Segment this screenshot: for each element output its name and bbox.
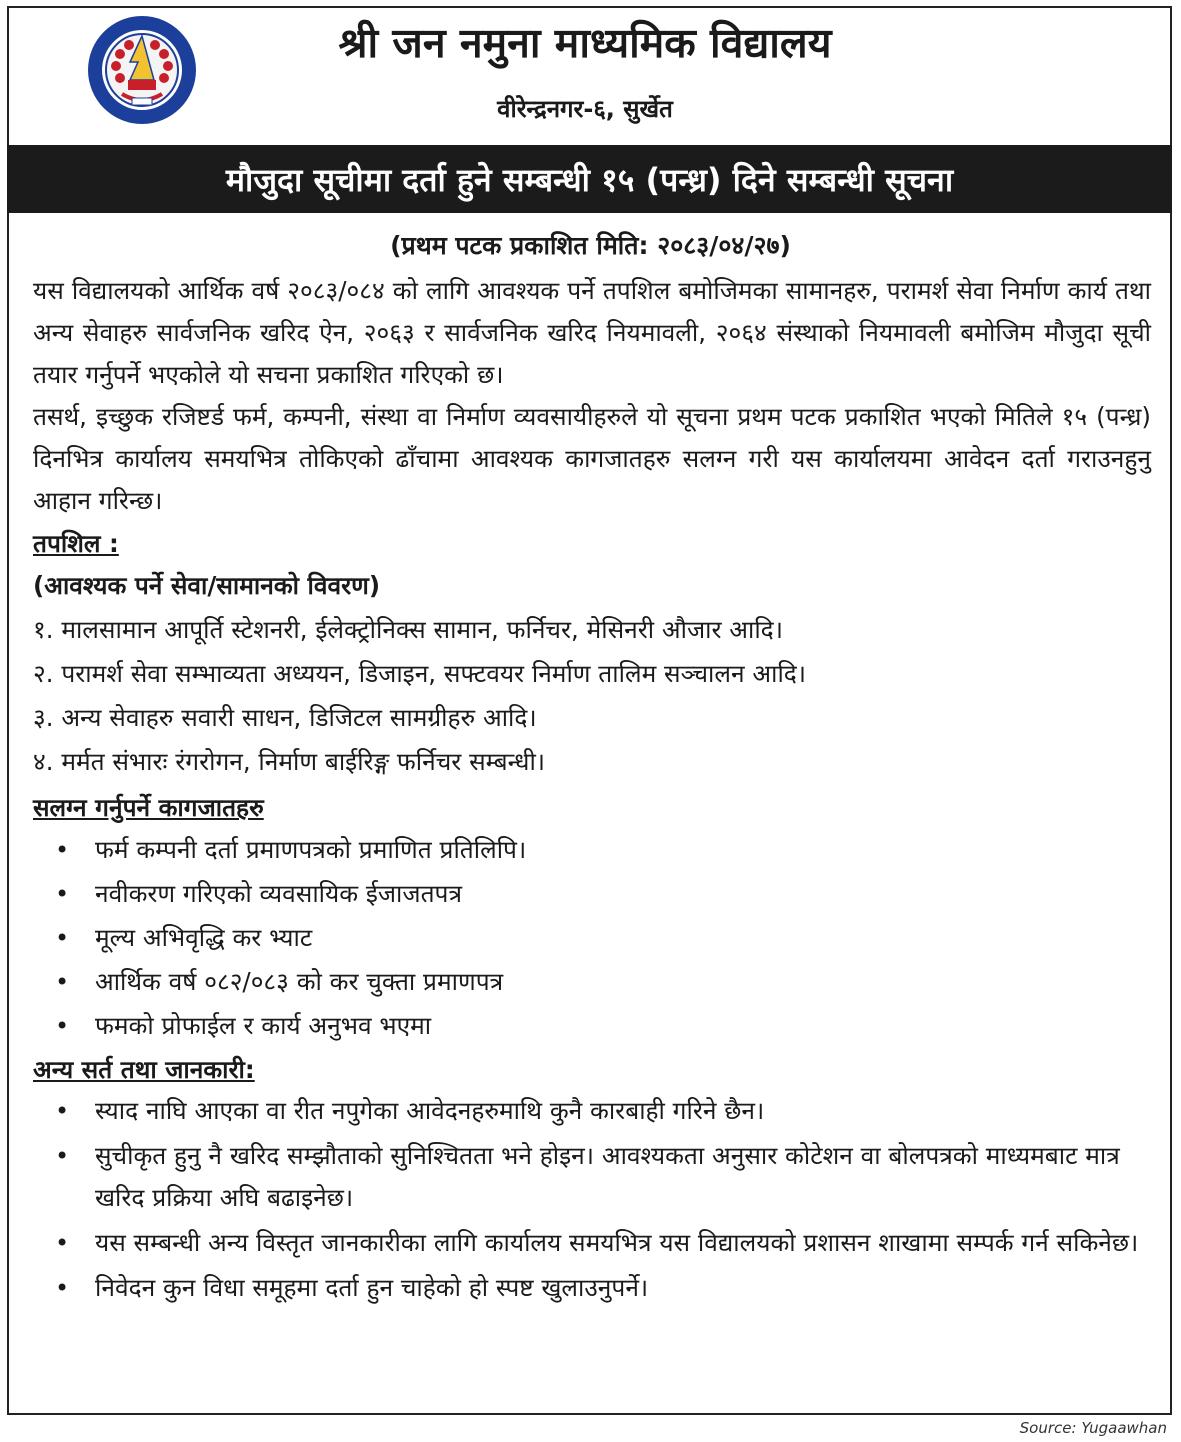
source-credit: Source: Yugaawhan (1019, 1419, 1167, 1437)
school-emblem-icon (86, 14, 198, 126)
instruction-paragraph: तसर्थ, इच्छुक रजिष्टर्ड फर्म, कम्पनी, संस्था वा निर्माण व्यवसायीहरुले यो सूचना प्रथम पटक प्रकाशित भएको मितिले १५ (पन्ध्र) दिनभित्र कार्यालय समयभित्र तोकिएको ढाँचामा आवश्यक कागजातहरु सलग्न गरी यस कार्यालयमा आवेदन दर्ता गराउनहुनु आहान गरिन्छ। (33, 402, 1151, 515)
list-item: • मूल्य अभिवृद्धि कर भ्याट (33, 916, 1151, 960)
documents-list (33, 828, 1151, 1048)
other-terms-list (33, 1090, 1151, 1309)
notice-body (33, 270, 1151, 1312)
other-terms-heading: अन्य सर्त तथा जानकारी: (33, 1055, 255, 1084)
detail-item: २. परामर्श सेवा सम्भाव्यता अध्ययन, डिजाइन, सफ्टवयर निर्माण तालिम सञ्चालन आदि। (33, 659, 807, 688)
bullet-icon: • (55, 1012, 70, 1040)
bullet-icon: • (55, 836, 70, 864)
bullet-icon: • (55, 968, 70, 996)
detail-item: ४. मर्मत संभारः रंगरोगन, निर्माण बाईरिङ्ग फर्निचर सम्बन्धी। (33, 747, 546, 776)
details-subheading: (आवश्यक पर्ने सेवा/सामानको विवरण) (33, 571, 381, 600)
bullet-icon: • (55, 1097, 70, 1125)
list-item: • नवीकरण गरिएको व्यवसायिक ईजाजतपत्र (33, 872, 1151, 916)
notice-title: मौजुदा सूचीमा दर्ता हुने सम्बन्धी १५ (पन्ध्र) दिने सम्बन्धी सूचना (225, 160, 954, 199)
intro-paragraph: यस विद्यालयको आर्थिक वर्ष २०८३/०८४ को लागि आवश्यक पर्ने तपशिल बमोजिमका सामानहरु, परामर्श सेवा निर्माण कार्य तथा अन्य सेवाहरु सार्वजनिक खरिद ऐन, २०६३ र सार्वजनिक खरिद नियमावली, २०६४ संस्थाको नियमावली बमोजिम मौजुदा सूची तयार गर्नुपर्ने भएकोले यो सचना प्रकाशित गरिएको छ। (33, 276, 1151, 389)
bullet-icon: • (55, 1229, 70, 1257)
details-heading: तपशिल : (33, 529, 119, 558)
school-address: वीरेन्द्रनगर-६, सुर्खेत (497, 95, 673, 123)
list-item: • सुचीकृत हुनु नै खरिद सम्झौताको सुनिश्चितता भने होइन। आवश्यकता अनुसार कोटेशन वा बोलपत्रको माध्यमबाट मात्र खरिद प्रक्रिया अघि बढाइनेछ। (33, 1135, 1151, 1219)
notice-title-band (7, 145, 1172, 213)
detail-item: ३. अन्य सेवाहरु सवारी साधन, डिजिटल सामग्रीहरु आदि। (33, 703, 537, 732)
bullet-icon: • (55, 880, 70, 908)
detail-item: १. मालसामान आपूर्ति स्टेशनरी, ईलेक्ट्रोनिक्स सामान, फर्निचर, मेसिनरी औजार आदि। (33, 615, 783, 644)
bullet-icon: • (55, 1274, 70, 1302)
list-item: • स्याद नाघि आएका वा रीत नपुगेका आवेदनहरुमाथि कुनै कारबाही गरिने छैन। (33, 1090, 1151, 1132)
bullet-icon: • (55, 924, 70, 952)
list-item: • फर्म कम्पनी दर्ता प्रमाणपत्रको प्रमाणित प्रतिलिपि। (33, 828, 1151, 872)
publication-date: (प्रथम पटक प्रकाशित मिति: २०८३/०४/२७) (390, 231, 791, 260)
bullet-icon: • (55, 1142, 70, 1170)
documents-heading: सलग्न गर्नुपर्ने कागजातहरु (33, 793, 264, 822)
list-item: • यस सम्बन्धी अन्य विस्तृत जानकारीका लागि कार्यालय समयभित्र यस विद्यालयको प्रशासन शाखामा सम्पर्क गर्न सकिनेछ। (33, 1222, 1151, 1264)
list-item: • निवेदन कुन विधा समूहमा दर्ता हुन चाहेको हो स्पष्ट खुलाउनुपर्ने। (33, 1267, 1151, 1309)
school-name: श्री जन नमुना माध्यमिक विद्यालय (338, 19, 832, 67)
list-item: • आर्थिक वर्ष ०८२/०८३ को कर चुक्ता प्रमाणपत्र (33, 960, 1151, 1004)
list-item: • फमको प्रोफाईल र कार्य अनुभव भएमा (33, 1004, 1151, 1048)
